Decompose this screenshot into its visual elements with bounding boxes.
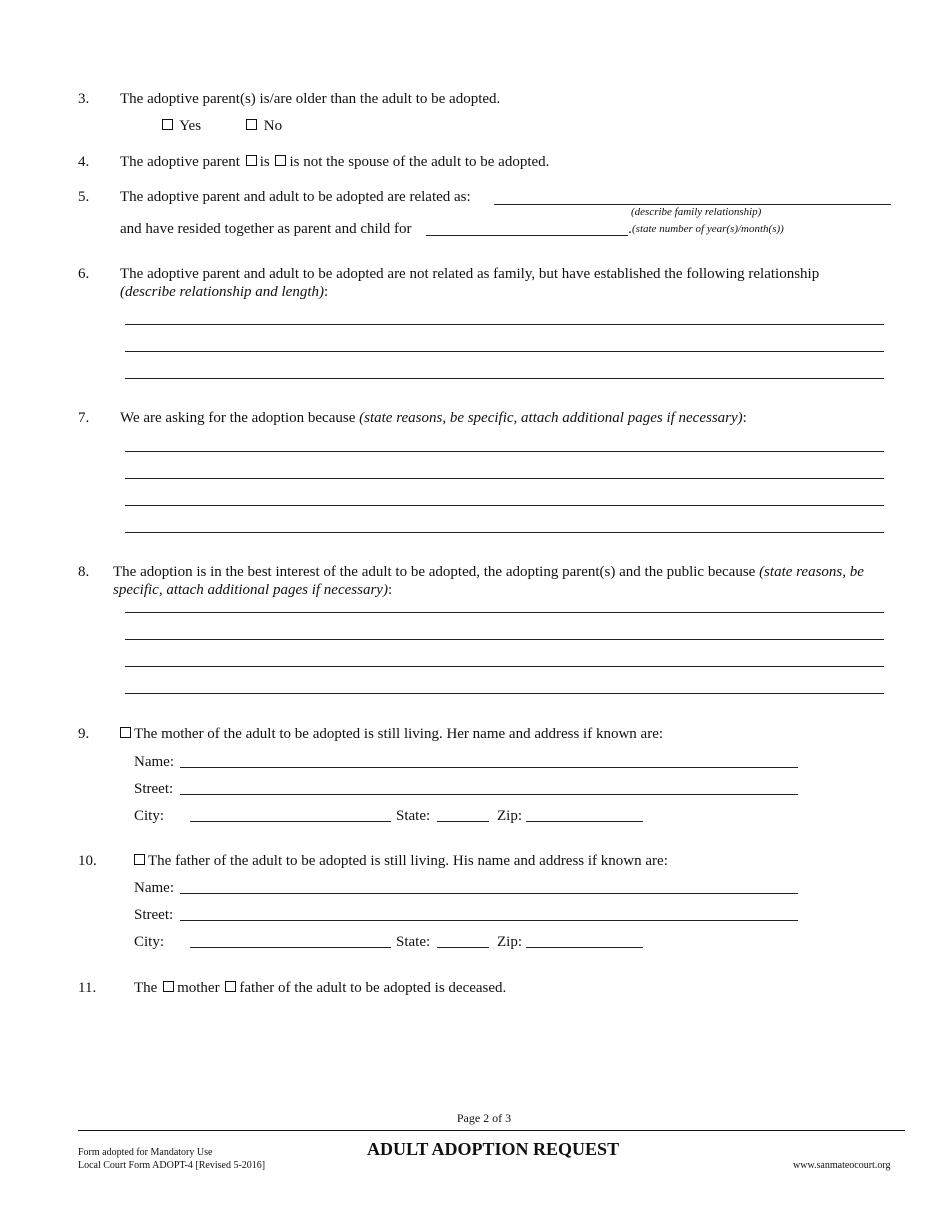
item-3-text: The adoptive parent(s) is/are older than the adult to be adopted. [120,91,501,107]
father-name-field[interactable] [180,893,798,894]
mother-state-label: State: [396,808,431,824]
item-8-answer-line-3[interactable] [125,666,884,667]
item-7-number: 7. [78,410,90,426]
is-checkbox[interactable] [246,155,257,166]
item-3-number: 3. [78,91,90,107]
father-zip-label: Zip: [497,934,522,950]
item-8-answer-line-1[interactable] [125,612,884,613]
father-street-field[interactable] [180,920,798,921]
father-zip-field[interactable] [526,947,643,948]
item-9-number: 9. [78,726,90,742]
father-city-field[interactable] [190,947,391,948]
item-4-post: is not the spouse of the adult to be adopted. [289,154,550,170]
mother-zip-field[interactable] [526,821,643,822]
mother-name-field[interactable] [180,767,798,768]
item-8-line-1 [113,564,864,581]
father-street-label: Street: [134,907,174,923]
footer-rule [78,1130,905,1131]
item-6-answer-line-3[interactable] [125,378,884,379]
father-city-label: City: [134,934,165,950]
item-5-resided-text: and have resided together as parent and child for [120,221,412,237]
item-8-hint-a: (state reasons, be [759,564,864,580]
father-deceased-checkbox[interactable] [225,981,236,992]
no-label: No [263,118,283,134]
item-7-text: We are asking for the adoption because [120,410,356,426]
item-4-pre: The adoptive parent [120,154,240,170]
mother-deceased-checkbox[interactable] [163,981,174,992]
mother-living-checkbox[interactable] [120,727,131,738]
father-state-label: State: [396,934,431,950]
item-4-number: 4. [78,154,90,170]
relationship-field[interactable] [494,204,891,205]
item-8-text: The adoption is in the best interest of the adult to be adopted, the adopting parent(s) and the public because [113,564,756,580]
item-7-answer-line-3[interactable] [125,505,884,506]
yes-checkbox[interactable] [162,119,173,130]
mother-name-label: Name: [134,754,174,770]
item-10-text: The father of the adult to be adopted is still living. His name and address if known are: [148,853,668,869]
item-4-is: is [259,154,270,170]
duration-field[interactable] [426,235,628,236]
item-11-line [134,980,506,997]
item-10-line [132,853,668,870]
item-9-line [118,726,663,743]
item-11-pre: The [134,980,158,996]
item-6-number: 6. [78,266,90,282]
item-7-line: We are asking for the adoption because (state reasons, be specific, attach additional pages if necessary): [120,410,747,426]
father-name-label: Name: [134,880,174,896]
item-6-text: The adoptive parent and adult to be adopted are not related as family, but have established the following relationship [120,266,820,282]
father-state-field[interactable] [437,947,489,948]
item-7-answer-line-4[interactable] [125,532,884,533]
relationship-hint: (describe family relationship) [631,206,762,218]
item-4-line [120,154,549,171]
item-6-hint: (describe relationship and length) [120,284,324,300]
mother-zip-label: Zip: [497,808,522,824]
mother-city-label: City: [134,808,165,824]
duration-hint: (state number of year(s)/month(s)) [632,223,784,235]
father-living-checkbox[interactable] [134,854,145,865]
item-5-text: The adoptive parent and adult to be adopted are related as: [120,189,471,205]
mother-state-field[interactable] [437,821,489,822]
item-5-period: . [628,221,632,237]
item-11-mother: mother [177,980,220,996]
is-not-checkbox[interactable] [275,155,286,166]
item-6-answer-line-1[interactable] [125,324,884,325]
item-11-father: father of the adult to be adopted is deceased. [239,980,507,996]
item-7-answer-line-2[interactable] [125,478,884,479]
item-6-answer-line-2[interactable] [125,351,884,352]
court-website: www.sanmateocourt.org [793,1160,891,1171]
footer-mandatory-use: Form adopted for Mandatory Use [78,1147,213,1158]
item-8-hint-b: specific, attach additional pages if necessary) [113,582,388,598]
item-3-no-option[interactable] [244,118,282,135]
item-11-number: 11. [78,980,97,996]
mother-street-field[interactable] [180,794,798,795]
item-8-line-2: specific, attach additional pages if necessary): [113,582,393,598]
item-8-answer-line-4[interactable] [125,693,884,694]
item-7-hint: (state reasons, be specific, attach additional pages if necessary) [359,410,743,426]
item-7-answer-line-1[interactable] [125,451,884,452]
mother-city-field[interactable] [190,821,391,822]
footer-form-number: Local Court Form ADOPT-4 [Revised 5-2016] [78,1160,266,1171]
item-10-number: 10. [78,853,97,869]
item-8-number: 8. [78,564,90,580]
yes-label: Yes [179,118,202,134]
item-5-number: 5. [78,189,90,205]
page-number: Page 2 of 3 [456,1111,512,1125]
item-6-hint-line: (describe relationship and length): [120,284,329,300]
no-checkbox[interactable] [246,119,257,130]
item-9-text: The mother of the adult to be adopted is still living. Her name and address if known are: [134,726,664,742]
mother-street-label: Street: [134,781,174,797]
item-8-answer-line-2[interactable] [125,639,884,640]
item-3-yes-option[interactable] [160,118,201,135]
form-title: ADULT ADOPTION REQUEST [367,1139,620,1159]
